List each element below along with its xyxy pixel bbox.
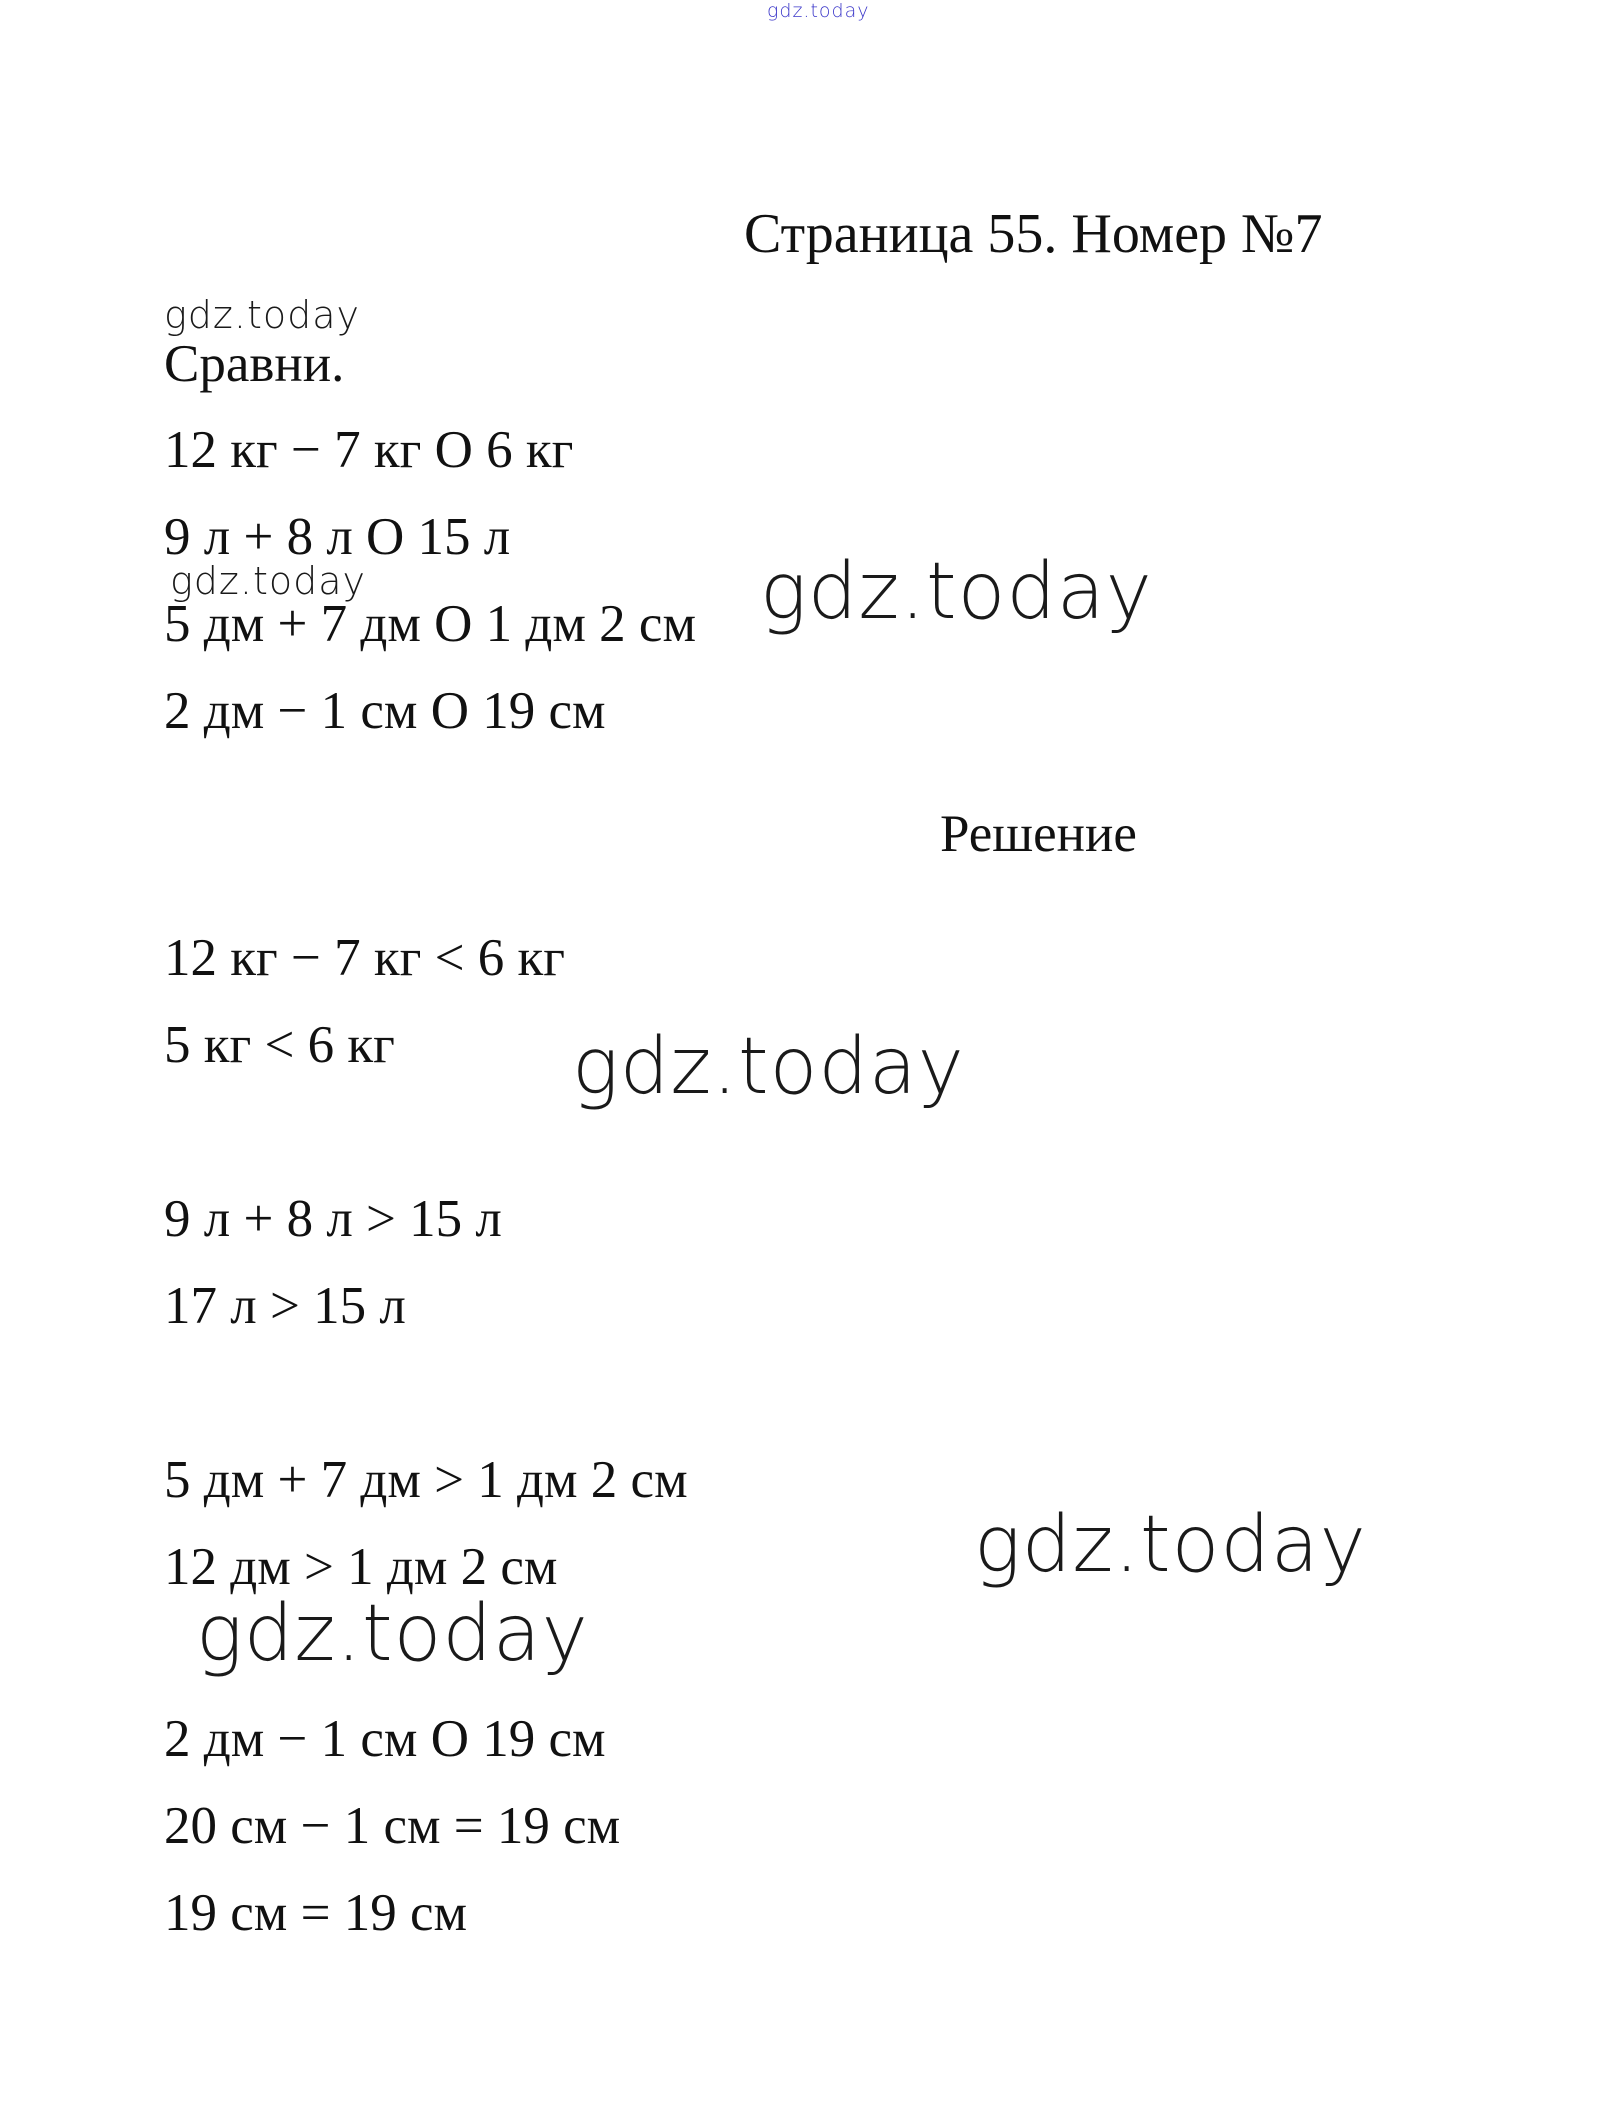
watermark-top: gdz.today [767,0,870,22]
solution-line-7: 2 дм − 1 см O 19 см [164,1710,606,1768]
watermark-large-3: gdz.today [974,1500,1367,1590]
task-line-3: 5 дм + 7 дм O 1 дм 2 см [164,595,696,653]
task-line-1: 12 кг − 7 кг O 6 кг [164,421,574,479]
solution-line-3: 9 л + 8 л > 15 л [164,1190,502,1248]
solution-line-4: 17 л > 15 л [164,1277,406,1335]
solution-line-9: 19 см = 19 см [164,1884,468,1942]
solution-heading: Решение [940,805,1137,863]
task-instruction: Сравни. [164,335,345,393]
watermark-large-1: gdz.today [760,547,1153,637]
task-line-2: 9 л + 8 л O 15 л [164,508,511,566]
task-line-4: 2 дм − 1 см O 19 см [164,682,606,740]
solution-line-8: 20 см − 1 см = 19 см [164,1797,621,1855]
solution-line-6: 12 дм > 1 дм 2 см [164,1538,558,1596]
solution-line-2: 5 кг < 6 кг [164,1016,395,1074]
watermark-small-2: gdz.today [170,559,366,603]
page-title: Страница 55. Номер №7 [744,203,1323,265]
watermark-large-2: gdz.today [572,1022,965,1112]
watermark-small-1: gdz.today [164,293,360,337]
solution-line-1: 12 кг − 7 кг < 6 кг [164,929,565,987]
solution-line-5: 5 дм + 7 дм > 1 дм 2 см [164,1451,688,1509]
watermark-large-4: gdz.today [196,1589,589,1679]
